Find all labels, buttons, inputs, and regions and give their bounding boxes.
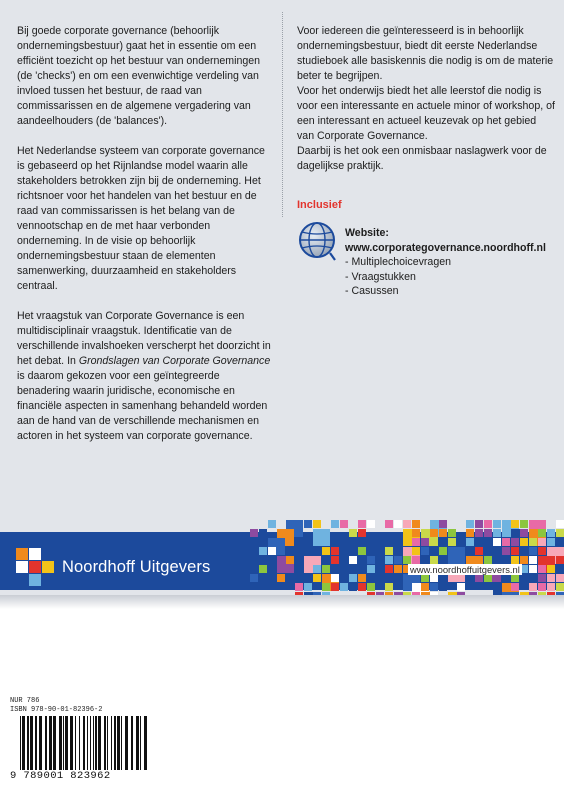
paragraph-audience: Voor iedereen die geïnteresseerd is in behoorlijk ondernemingsbestuur, biedt dit eerste Nederlandse studieboek alle basiskennis die nodig is om de materie beter te begrijpen.: [297, 25, 554, 82]
mosaic-tile: [538, 538, 546, 546]
barcode-bar: [90, 716, 91, 770]
column-divider: [282, 12, 283, 217]
mosaic-tile: [547, 565, 555, 573]
mosaic-tile: [322, 547, 330, 555]
inclusief-list: [345, 255, 560, 299]
noordhoff-logo-mark: [16, 548, 54, 586]
logo-square: [16, 561, 28, 573]
mosaic-tile: [439, 520, 447, 528]
barcode-bar: [75, 716, 76, 770]
mosaic-tile: [520, 520, 528, 528]
barcode-bar: [114, 716, 116, 770]
mosaic-tile: [331, 520, 339, 528]
mosaic-tile: [304, 583, 312, 591]
mosaic-tile: [529, 547, 537, 555]
mosaic-tile: [538, 574, 546, 582]
barcode-bar: [131, 716, 133, 770]
mosaic-tile: [520, 538, 528, 546]
barcode-bar: [93, 716, 94, 770]
mosaic-tile: [250, 529, 258, 537]
barcode-bar: [98, 716, 101, 770]
mosaic-tile: [475, 574, 483, 582]
mosaic-tile: [520, 556, 528, 564]
mosaic-tile: [547, 556, 555, 564]
mosaic-tile: [448, 529, 456, 537]
mosaic-tile: [331, 583, 339, 591]
paragraph-practice: Daarbij is het ook een onmisbaar naslagwerk voor de dagelijkse praktijk.: [297, 145, 547, 172]
mosaic-tile: [430, 583, 438, 591]
barcode-digits: 9 789001 823962: [10, 770, 111, 782]
mosaic-tile: [421, 583, 429, 591]
barcode-bar: [70, 716, 73, 770]
mosaic-tile: [412, 556, 420, 564]
mosaic-tile: [412, 547, 420, 555]
mosaic-tile: [511, 556, 519, 564]
mosaic-tile: [385, 547, 393, 555]
mosaic-tile: [304, 520, 312, 528]
mosaic-tile: [556, 520, 564, 528]
barcode-bar: [53, 716, 56, 770]
barcode-bar: [95, 716, 97, 770]
mosaic-tile: [412, 520, 420, 528]
mosaic-tile: [349, 556, 357, 564]
mosaic-tile: [556, 529, 564, 537]
mosaic-tile: [475, 547, 483, 555]
barcode-bar: [140, 716, 141, 770]
mosaic-tile: [286, 556, 294, 564]
mosaic-tile: [295, 583, 303, 591]
mosaic-tile: [403, 583, 411, 591]
mosaic-tile: [547, 529, 555, 537]
mosaic-tile: [493, 529, 501, 537]
mosaic-tile: [322, 565, 330, 573]
mosaic-tile: [556, 574, 564, 582]
globe-icon: [297, 220, 337, 264]
barcode-bar: [20, 716, 21, 770]
paragraph-text: Het vraagstuk van Corporate Governance is een multidisciplinair vraagstuk. Identificatie van de verschillende invalshoeken verscherpt het doorzicht in het debat. In: [17, 310, 271, 367]
mosaic-tile: [547, 574, 555, 582]
mosaic-tile: [511, 538, 519, 546]
mosaic-tile: [313, 574, 321, 582]
mosaic-tile: [484, 520, 492, 528]
publisher-name: Noordhoff Uitgevers: [62, 558, 211, 576]
barcode-bar: [104, 716, 106, 770]
mosaic-tile: [358, 547, 366, 555]
mosaic-tile: [367, 547, 375, 555]
mosaic-tile: [403, 520, 411, 528]
mosaic-tile: [322, 583, 330, 591]
mosaic-tile: [286, 547, 294, 555]
mosaic-tile: [358, 520, 366, 528]
isbn-number: ISBN 978-90-01-82396-2: [10, 705, 103, 714]
barcode-bar: [111, 716, 112, 770]
mosaic-tile: [385, 520, 393, 528]
mosaic-tile: [466, 538, 474, 546]
list-item: - Casussen: [345, 285, 399, 298]
inclusief-heading: Inclusief: [297, 199, 342, 211]
mosaic-tile: [547, 538, 555, 546]
mosaic-tile: [475, 529, 483, 537]
paragraph-education: Voor het onderwijs biedt het alle leerstof die nodig is voor een interessante en actuele minor of workshop, of een interessant en actueel keuzevak op het gebied van Corporate Governance.: [297, 85, 555, 142]
mosaic-tile: [394, 520, 402, 528]
mosaic-tile: [529, 565, 537, 573]
barcode-bar: [30, 716, 33, 770]
list-item: - Multiplechoicevragen: [345, 256, 451, 269]
mosaic-tile: [547, 583, 555, 591]
mosaic-tile: [313, 520, 321, 528]
mosaic-tile: [349, 529, 357, 537]
mosaic-tile: [385, 583, 393, 591]
mosaic-tile: [502, 538, 510, 546]
publisher-url-link[interactable]: www.noordhoffuitgevers.nl: [410, 564, 520, 575]
website-url-link[interactable]: www.corporategovernance.noordhoff.nl: [345, 241, 546, 254]
barcode-bar: [35, 716, 37, 770]
barcode-bar: [59, 716, 62, 770]
logo-square: [16, 548, 28, 560]
mosaic-tile: [277, 574, 285, 582]
barcode-bar: [63, 716, 64, 770]
mosaic-tile: [484, 538, 492, 546]
mosaic-tile: [430, 556, 438, 564]
mosaic-tile: [421, 574, 429, 582]
mosaic-tile: [439, 547, 447, 555]
mosaic-tile: [520, 529, 528, 537]
barcode-bar: [125, 716, 128, 770]
mosaic-tile: [430, 529, 438, 537]
barcode-bar: [87, 716, 88, 770]
mosaic-tile: [331, 547, 339, 555]
mosaic-tile: [367, 520, 375, 528]
mosaic-tile: [475, 556, 483, 564]
mosaic-tile: [367, 556, 375, 564]
mosaic-tile: [538, 565, 546, 573]
mosaic-tile: [493, 538, 501, 546]
mosaic-tile: [529, 556, 537, 564]
list-item: - Vraagstukken: [345, 270, 416, 283]
mosaic-tile: [466, 529, 474, 537]
mosaic-tile: [502, 556, 510, 564]
mosaic-tile: [367, 583, 375, 591]
mosaic-tile: [439, 583, 447, 591]
mosaic-tile: [493, 520, 501, 528]
mosaic-tile: [367, 565, 375, 573]
barcode-bar: [39, 716, 42, 770]
barcode-bar: [136, 716, 139, 770]
mosaic-tile: [376, 565, 384, 573]
mosaic-tile: [340, 583, 348, 591]
mosaic-tile: [484, 556, 492, 564]
mosaic-tile: [331, 556, 339, 564]
mosaic-tile: [466, 574, 474, 582]
mosaic-tile: [412, 538, 420, 546]
paragraph-text: is daarom gekozen voor een geïntegreerde benadering waarin juridische, economische en financiële aspecten in samenhang behandeld worden aan de hand van de verschillende mechanismen en actoren in het systeem van corporate governance.: [17, 370, 268, 442]
mosaic-tile: [313, 565, 321, 573]
paragraph-checks-balances: Bij goede corporate governance (behoorlijk ondernemingsbestuur) gaat het in essentie om een efficiënt toezicht op het bestuur van ondernemingen (de 'checks') en om een evenwichtige verdeling van invloed tussen het bestuur, de raad van commissarissen en de algemene vergadering van aandeelhouders (de 'balances').: [17, 25, 261, 127]
barcode-bar: [83, 716, 85, 770]
mosaic-tile: [268, 520, 276, 528]
barcode-bar: [117, 716, 120, 770]
barcode-bar: [45, 716, 47, 770]
mosaic-tile: [529, 583, 537, 591]
mosaic-tile: [538, 583, 546, 591]
mosaic-tile: [421, 538, 429, 546]
mosaic-tile: [349, 583, 357, 591]
book-title-italic: Grondslagen van Corporate Governance: [78, 355, 271, 367]
logo-square: [29, 574, 41, 586]
mosaic-tile: [403, 556, 411, 564]
mosaic-tile: [475, 520, 483, 528]
mosaic-tile: [538, 547, 546, 555]
mosaic-tile: [268, 547, 276, 555]
mosaic-tile: [250, 574, 258, 582]
mosaic-tile: [358, 574, 366, 582]
mosaic-tile: [448, 538, 456, 546]
mosaic-tile: [466, 520, 474, 528]
isbn-info: [10, 697, 102, 714]
mosaic-tile: [259, 565, 267, 573]
logo-square: [29, 548, 41, 560]
mosaic-tile: [439, 529, 447, 537]
mosaic-tile: [259, 529, 267, 537]
barcode-bar: [121, 716, 122, 770]
barcode-bar: [107, 716, 108, 770]
website-label: Website:: [345, 227, 389, 239]
logo-square: [42, 561, 54, 573]
barcode-bar: [65, 716, 68, 770]
mosaic-tile: [430, 574, 438, 582]
mosaic-tile: [349, 574, 357, 582]
mosaic-tile: [340, 520, 348, 528]
mosaic-tile: [529, 538, 537, 546]
mosaic-tile: [385, 556, 393, 564]
left-text-column: [17, 24, 272, 459]
barcode: [20, 716, 148, 770]
lower-shadow: [0, 595, 564, 609]
barcode-bar: [22, 716, 25, 770]
mosaic-tile: [556, 583, 564, 591]
mosaic-tile: [385, 565, 393, 573]
mosaic-tile: [484, 529, 492, 537]
mosaic-tile: [394, 565, 402, 573]
mosaic-tile: [556, 556, 564, 564]
mosaic-tile: [331, 574, 339, 582]
mosaic-tile: [502, 547, 510, 555]
mosaic-tile: [511, 520, 519, 528]
paragraph-multidisciplinary: [17, 309, 272, 444]
barcode-bar: [49, 716, 52, 770]
right-text-column: [297, 24, 555, 174]
mosaic-tile: [484, 574, 492, 582]
mosaic-tile: [538, 529, 546, 537]
paragraph-dutch-system: Het Nederlandse systeem van corporate governance is gebaseerd op het Rijnlandse model waarin alle stakeholders betrokken zijn bij de onderneming. Het richtsnoer voor het handelen van het bestuur en de raad van commissarissen is het belang van de vennootschap en de met haar verbonden onderneming. In de visie op behoorlijk ondernemingsbestuur staan de elementen samenwerking, duurzaamheid en stakeholders centraal.: [17, 145, 265, 292]
mosaic-tile: [448, 547, 465, 564]
logo-square: [29, 561, 41, 573]
nur-code: NUR 786: [10, 697, 40, 705]
barcode-bar: [27, 716, 29, 770]
mosaic-tile: [412, 529, 420, 537]
mosaic-tile: [313, 529, 330, 546]
mosaic-tile: [457, 583, 465, 591]
mosaic-tile: [511, 583, 519, 591]
color-mosaic-decoration: [250, 520, 564, 595]
barcode-bar: [79, 716, 80, 770]
mosaic-tile: [421, 547, 429, 555]
mosaic-tile: [358, 583, 366, 591]
mosaic-tile: [394, 556, 402, 564]
mosaic-tile: [358, 529, 366, 537]
mosaic-tile: [511, 574, 519, 582]
website-block: [345, 226, 560, 299]
mosaic-tile: [259, 547, 267, 555]
barcode-bar: [144, 716, 147, 770]
mosaic-tile: [511, 547, 519, 555]
